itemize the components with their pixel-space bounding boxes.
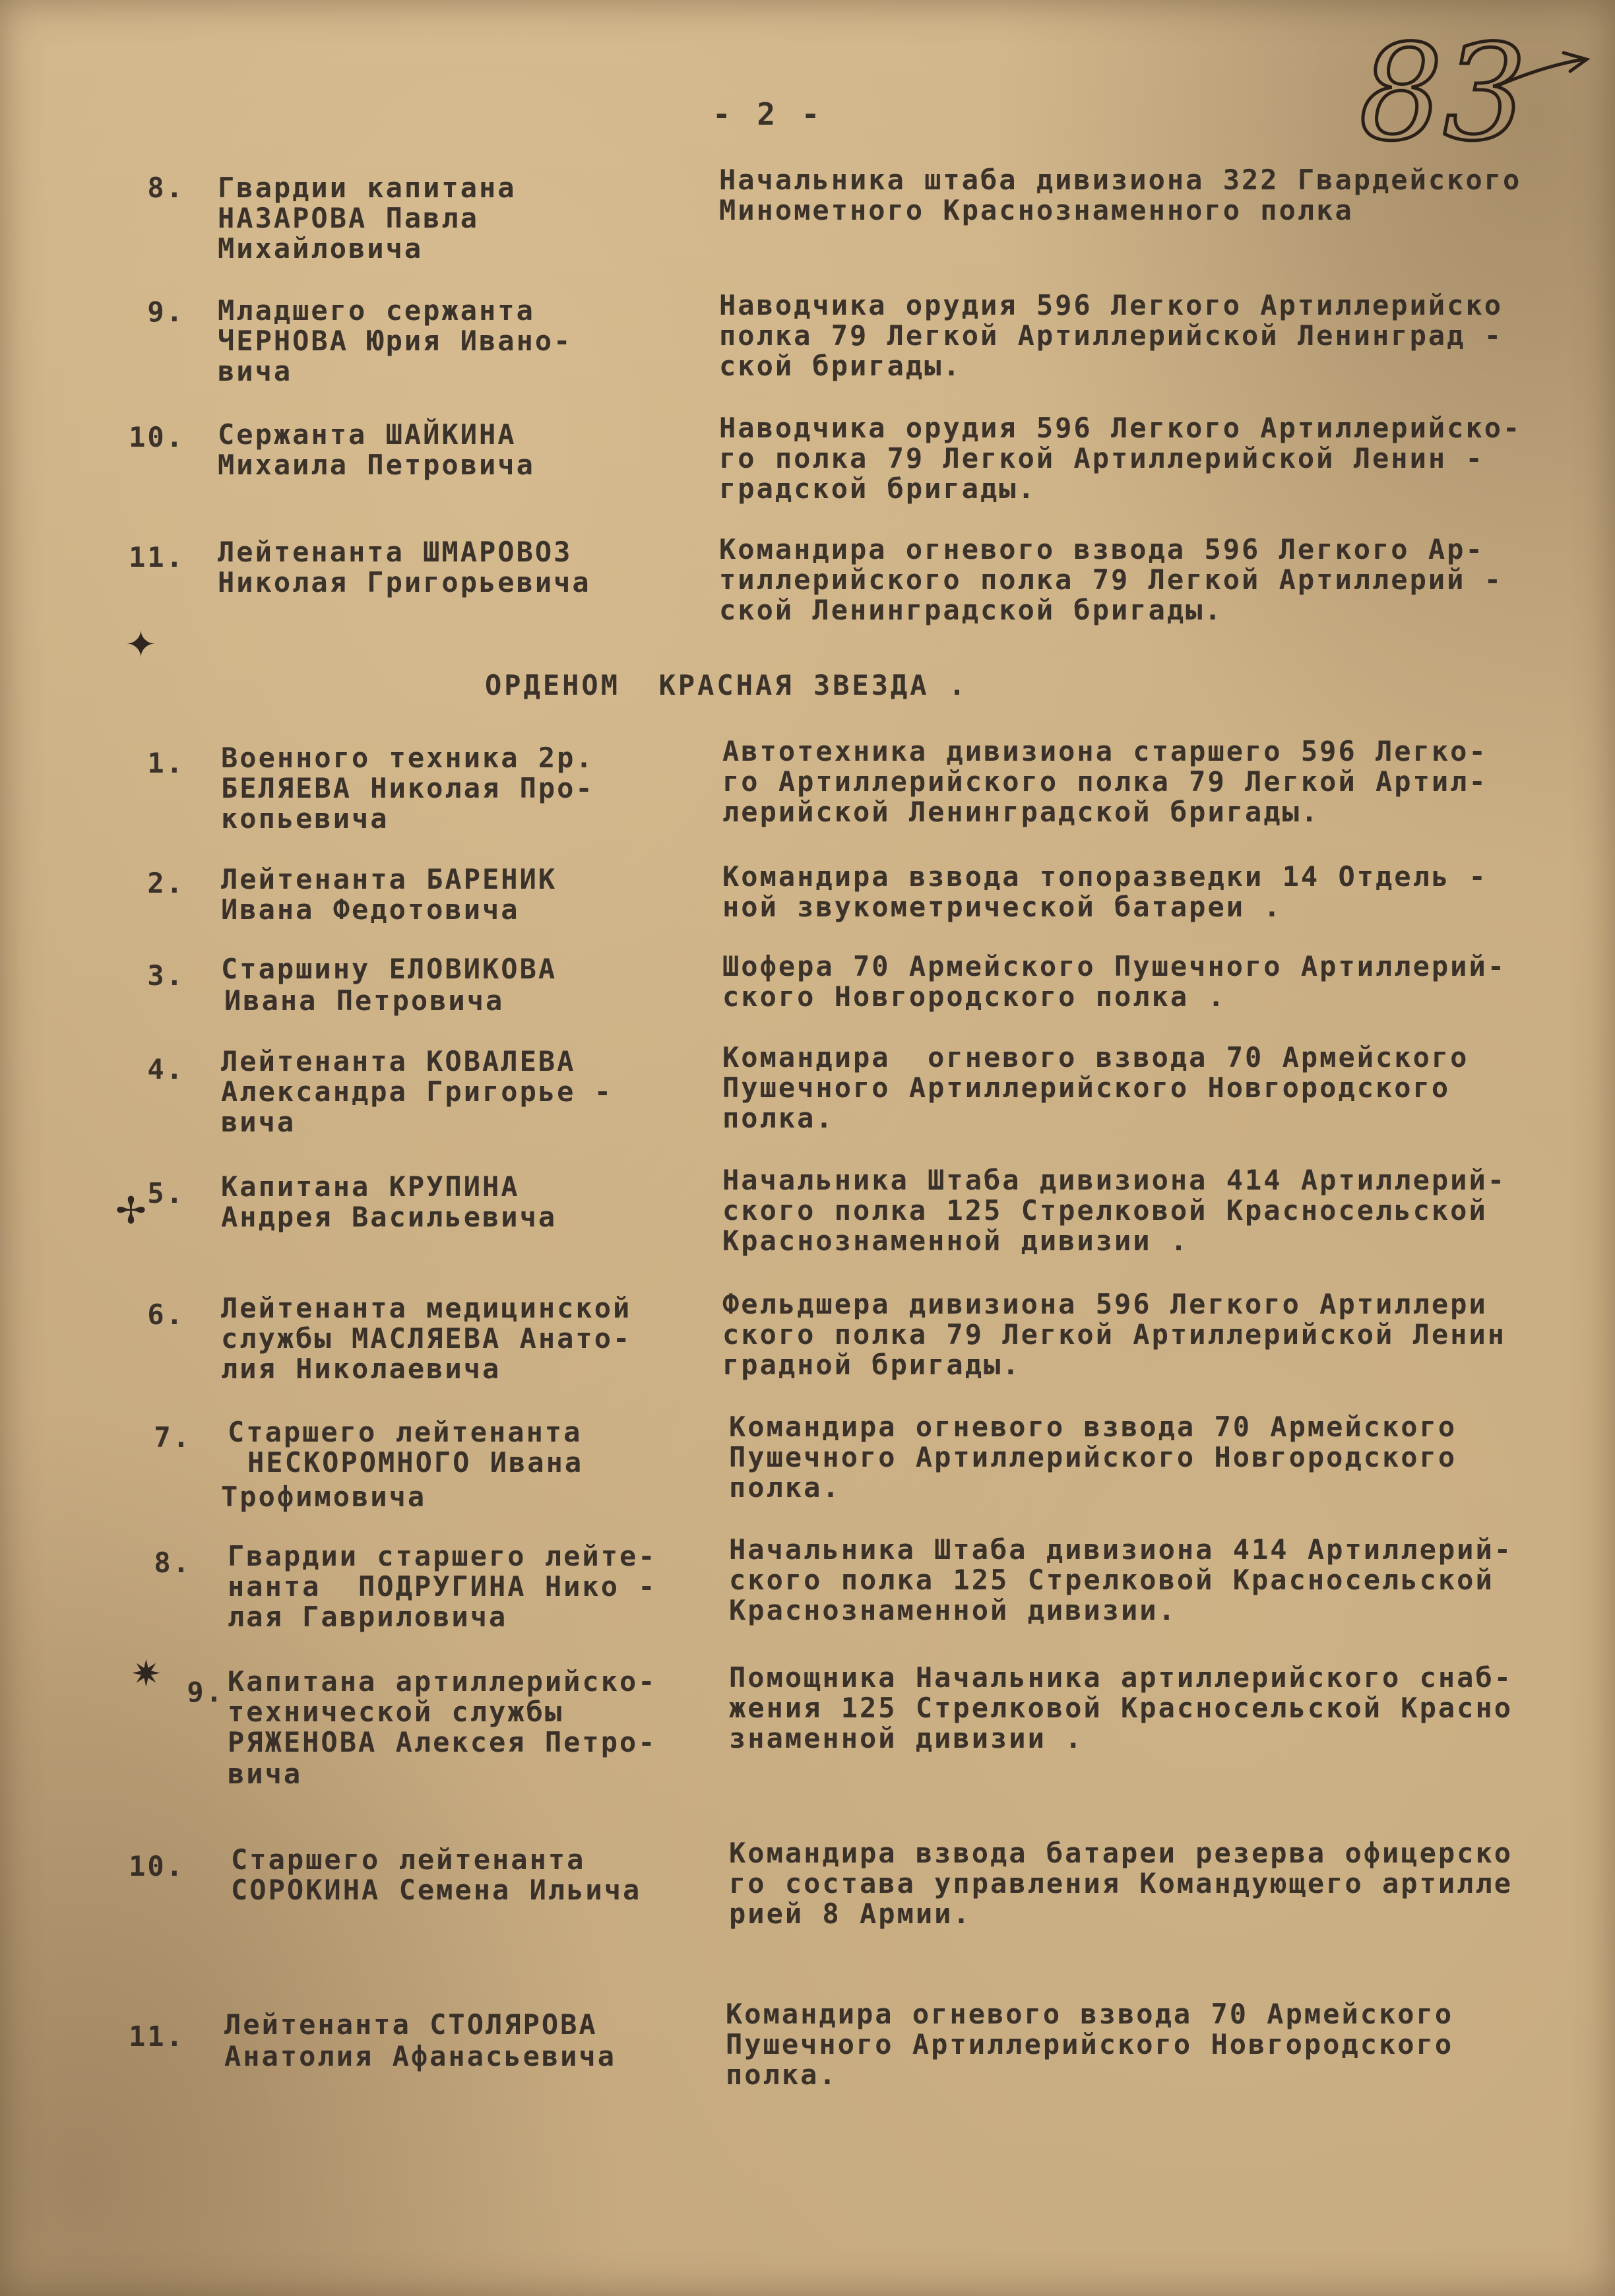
entry-name-line: Лейтенанта СТОЛЯРОВА bbox=[224, 2008, 598, 2041]
entry-name-line: Анатолия Афанасьевича bbox=[224, 2040, 617, 2072]
entry-number: 8. bbox=[147, 172, 185, 204]
entry-name-line: Лейтенанта БАРЕНИК bbox=[221, 863, 557, 895]
entry-position-line: градской бригады. bbox=[719, 472, 1036, 505]
entry-name-line: ЧЕРНОВА Юрия Ивано- bbox=[218, 325, 573, 357]
entry-position-line: полка. bbox=[722, 1102, 835, 1134]
entry-number: 10. bbox=[129, 421, 185, 453]
entry-number: 11. bbox=[129, 2020, 185, 2053]
entry-position-line: Пушечного Артиллерийского Новгородского bbox=[722, 1071, 1451, 1104]
entry-position-line: Командира огневого взвода 70 Армейского bbox=[722, 1041, 1469, 1073]
entry-name-line: нанта ПОДРУГИНА Нико - bbox=[228, 1570, 657, 1603]
entry-position-line: Минометного Краснознаменного полка bbox=[719, 194, 1354, 226]
entry-number: 6. bbox=[147, 1298, 185, 1331]
entry-number: 10. bbox=[129, 1850, 185, 1882]
punch-hole-mark: ✦ bbox=[125, 623, 156, 666]
entry-name-line: лия Николаевича bbox=[221, 1353, 501, 1385]
entry-position-line: тиллерийского полка 79 Легкой Артиллерий - bbox=[719, 563, 1504, 596]
entry-name-line: Ивана Петровича bbox=[224, 984, 505, 1017]
entry-position-line: го полка 79 Легкой Артиллерийской Ленин - bbox=[719, 442, 1484, 474]
entry-position-line: ского Новгородского полка . bbox=[722, 980, 1226, 1013]
entry-position-line: Автотехника дивизиона старшего 596 Легко- bbox=[722, 735, 1488, 767]
entry-position-line: Командира взвода батареи резерва офицерско bbox=[729, 1837, 1513, 1869]
entry-position-line: ской Ленинградской бригады. bbox=[719, 594, 1223, 626]
entry-position-line: полка 79 Легкой Артиллерийской Ленинград - bbox=[719, 319, 1504, 352]
entry-number: 2. bbox=[147, 867, 185, 899]
entry-name-line: Николая Григорьевича bbox=[218, 566, 591, 598]
entry-position-line: Пушечного Артиллерийского Новгородского bbox=[726, 2028, 1454, 2060]
entry-name-line: вича bbox=[228, 1758, 303, 1790]
entry-position-line: лерийской Ленинградской бригады. bbox=[722, 796, 1320, 828]
entry-number: 9. bbox=[147, 296, 185, 328]
entry-name-line: Сержанта ШАЙКИНА bbox=[218, 418, 517, 451]
entry-position-line: ского полка 79 Легкой Артиллерийской Ленин bbox=[722, 1318, 1507, 1351]
entry-number: 5. bbox=[147, 1177, 185, 1209]
entry-position-line: Начальника Штаба дивизиона 414 Артиллерий- bbox=[722, 1164, 1507, 1196]
entry-name-line: Старшего лейтенанта bbox=[231, 1843, 586, 1876]
entry-name-line: СОРОКИНА Семена Ильича bbox=[231, 1874, 642, 1906]
entry-position-line: Командира огневого взвода 70 Армейского bbox=[729, 1411, 1457, 1443]
entry-name-line: Гвардии капитана bbox=[218, 172, 517, 204]
entry-name-line: Гвардии старшего лейте- bbox=[228, 1540, 657, 1572]
entry-name-line: Ивана Федотовича bbox=[221, 893, 520, 926]
entry-position-line: рией 8 Армии. bbox=[729, 1897, 972, 1930]
entry-name-line: Трофимовича bbox=[221, 1481, 427, 1513]
entry-position-line: градной бригады. bbox=[722, 1349, 1021, 1381]
entry-number: 8. bbox=[154, 1547, 191, 1579]
folio-number-text: 83 bbox=[1359, 16, 1527, 170]
entry-name-line: Михаила Петровича bbox=[218, 449, 535, 481]
entry-position-line: Помощника Начальника артиллерийского снаб- bbox=[729, 1661, 1513, 1694]
entry-position-line: Шофера 70 Армейского Пушечного Артиллерий- bbox=[722, 950, 1507, 982]
entry-name-line: Военного техника 2р. bbox=[221, 742, 594, 774]
entry-position-line: Краснознаменной дивизии. bbox=[729, 1594, 1177, 1626]
entry-name-line: Младшего сержанта bbox=[218, 294, 535, 327]
entry-name-line: Старшину ЕЛОВИКОВА bbox=[221, 953, 557, 985]
entry-name-line: НЕСКОРОМНОГО Ивана bbox=[247, 1446, 584, 1479]
entry-position-line: Командира взвода топоразведки 14 Отдель - bbox=[722, 860, 1488, 893]
entry-name-line: лая Гавриловича bbox=[228, 1601, 508, 1633]
entry-number: 7. bbox=[154, 1421, 191, 1453]
entry-position-line: жения 125 Стрелковой Красносельской Красно bbox=[729, 1692, 1513, 1724]
entry-position-line: ской бригады. bbox=[719, 350, 962, 382]
entry-number: 1. bbox=[147, 747, 185, 779]
entry-name-line: РЯЖЕНОВА Алексея Петро- bbox=[228, 1726, 657, 1758]
entry-position-line: ского полка 125 Стрелковой Красносельской bbox=[729, 1564, 1494, 1596]
entry-position-line: Наводчика орудия 596 Легкого Артиллерийско- bbox=[719, 412, 1522, 444]
entry-name-line: Лейтенанта ШМАРОВОЗ bbox=[218, 536, 573, 568]
entry-position-line: Начальника Штаба дивизиона 414 Артиллерий- bbox=[729, 1533, 1513, 1566]
entry-name-line: Александра Григорье - bbox=[221, 1075, 614, 1108]
entry-name-line: Капитана артиллерийско- bbox=[228, 1665, 657, 1698]
section-heading: ОРДЕНОМ КРАСНАЯ ЗВЕЗДА . bbox=[485, 669, 968, 701]
punch-hole-mark: ✢ bbox=[115, 1190, 146, 1232]
punch-hole-mark: ✷ bbox=[131, 1653, 162, 1696]
entry-name-line: Капитана КРУПИНА bbox=[221, 1170, 520, 1203]
entry-name-line: Лейтенанта КОВАЛЕВА bbox=[221, 1045, 576, 1077]
entry-name-line: службы МАСЛЯЕВА Анато- bbox=[221, 1322, 632, 1355]
entry-name-line: БЕЛЯЕВА Николая Про- bbox=[221, 772, 594, 804]
entry-position-line: полка. bbox=[729, 1471, 841, 1504]
entry-number: 3. bbox=[147, 959, 185, 992]
entry-position-line: го Артиллерийского полка 79 Легкой Артил- bbox=[722, 765, 1488, 798]
entry-position-line: знаменной дивизии . bbox=[729, 1722, 1084, 1754]
entry-name-line: НАЗАРОВА Павла bbox=[218, 202, 480, 234]
entry-position-line: Наводчика орудия 596 Легкого Артиллерийско bbox=[719, 289, 1504, 321]
page-number: - 2 - bbox=[712, 96, 824, 132]
entry-position-line: ского полка 125 Стрелковой Красносельской bbox=[722, 1194, 1488, 1227]
entry-name-line: вича bbox=[221, 1106, 296, 1138]
entry-name-line: Старшего лейтенанта bbox=[228, 1416, 583, 1448]
entry-position-line: полка. bbox=[726, 2058, 838, 2091]
entry-position-line: го состава управления Командующего артилле bbox=[729, 1867, 1513, 1899]
entry-name-line: технической службы bbox=[228, 1696, 564, 1728]
entry-name-line: копьевича bbox=[221, 802, 389, 835]
handwritten-folio-number bbox=[1346, 13, 1597, 172]
entry-name-line: Андрея Васильевича bbox=[221, 1201, 557, 1233]
entry-number: 11. bbox=[129, 541, 185, 573]
entry-position-line: Командира огневого взвода 596 Легкого Ар- bbox=[719, 533, 1484, 565]
entry-number: 4. bbox=[147, 1053, 185, 1085]
entry-name-line: Лейтенанта медицинской bbox=[221, 1292, 632, 1324]
entry-position-line: Краснознаменной дивизии . bbox=[722, 1225, 1189, 1257]
entry-position-line: ной звукометрической батареи . bbox=[722, 891, 1282, 923]
entry-name-line: Михайловича bbox=[218, 232, 424, 265]
entry-position-line: Пушечного Артиллерийского Новгородского bbox=[729, 1441, 1457, 1473]
entry-position-line: Фельдшера дивизиона 596 Легкого Артиллери bbox=[722, 1288, 1488, 1320]
entry-name-line: вича bbox=[218, 355, 293, 387]
entry-position-line: Начальника штаба дивизиона 322 Гвардейского bbox=[719, 164, 1522, 196]
entry-position-line: Командира огневого взвода 70 Армейского bbox=[726, 1998, 1454, 2030]
entry-number: 9. bbox=[187, 1676, 224, 1708]
